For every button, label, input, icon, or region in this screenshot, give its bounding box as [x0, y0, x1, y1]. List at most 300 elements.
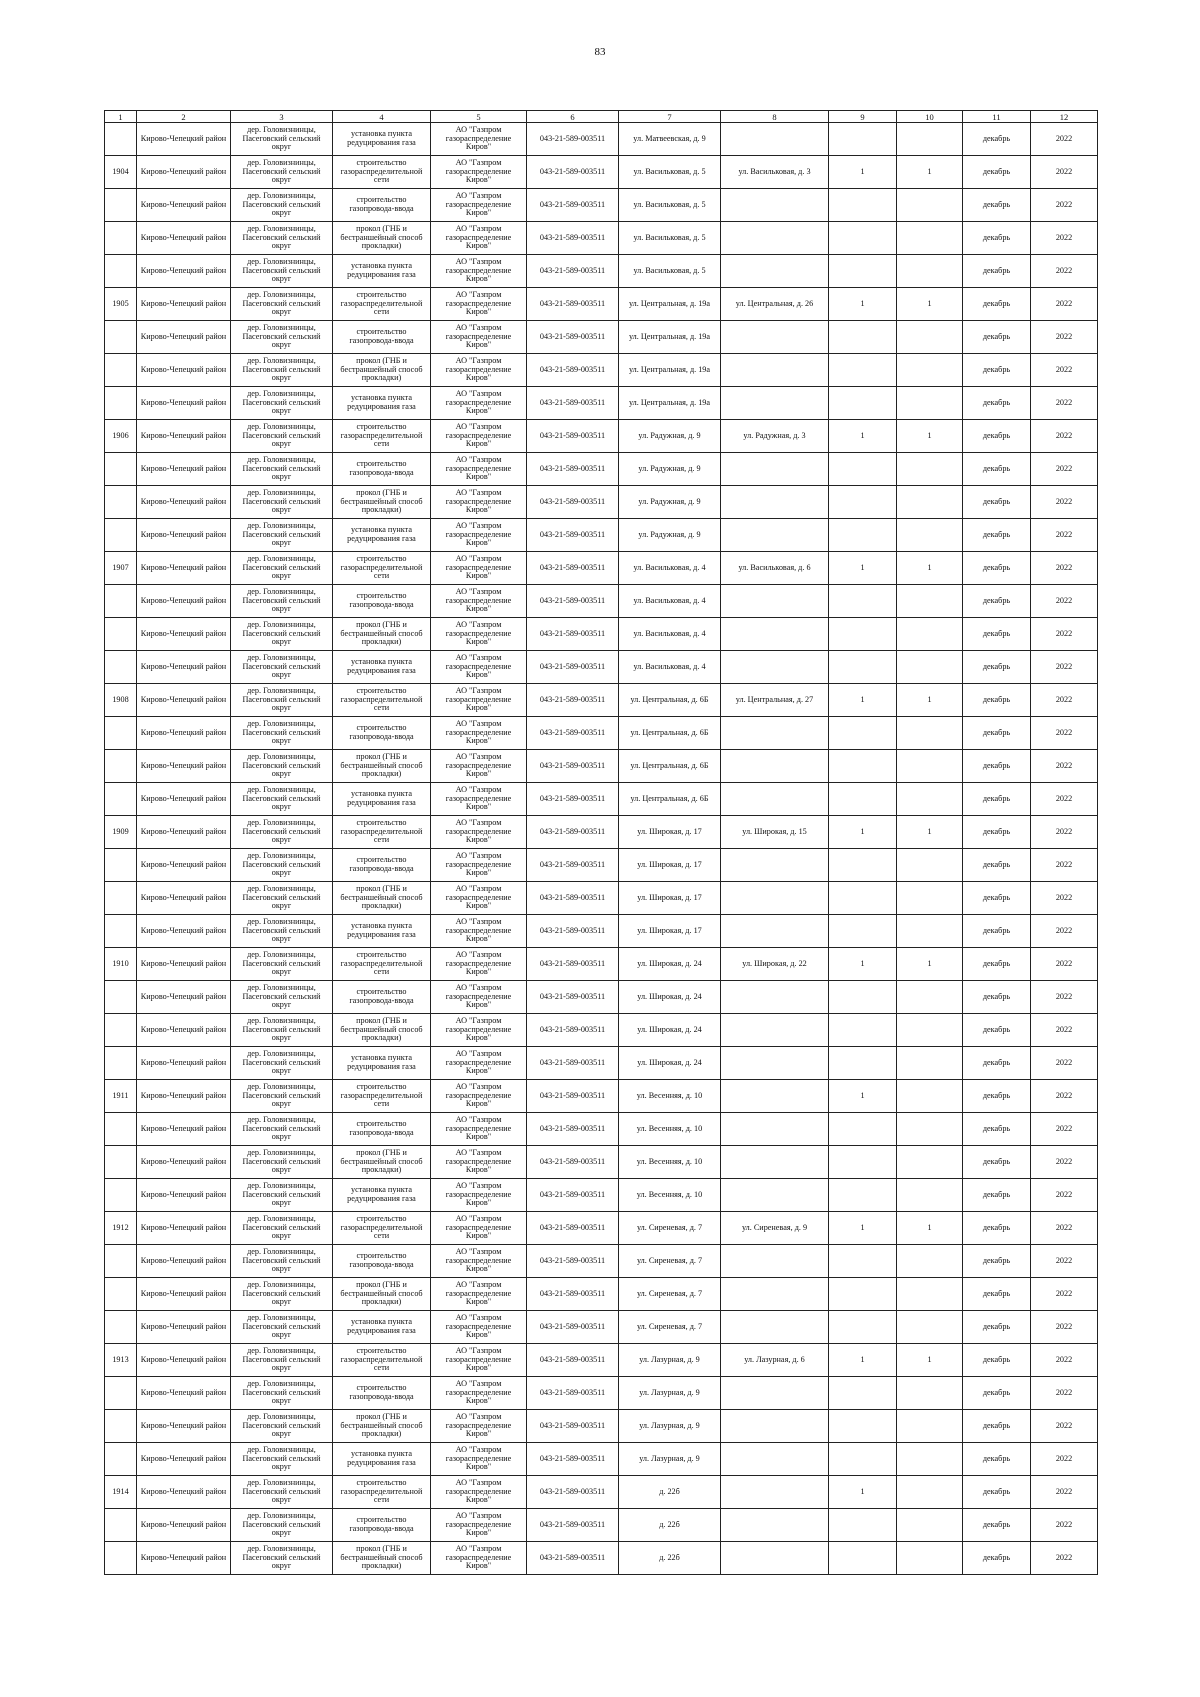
- address-cell: [619, 354, 721, 387]
- settlement-cell: [231, 717, 333, 750]
- quantity-cell-10: [897, 1245, 963, 1278]
- organization-cell: [431, 1542, 527, 1575]
- row-number-cell-text: 1905: [112, 299, 129, 308]
- row-number-cell: [105, 1278, 137, 1311]
- quantity-cell-9: [829, 1212, 897, 1245]
- quantity-cell-10: [897, 486, 963, 519]
- connected-address-cell-text: ул. Радужная, д. 3: [743, 431, 806, 440]
- month-cell: [963, 849, 1031, 882]
- settlement-cell: [231, 1377, 333, 1410]
- month-cell: [963, 1212, 1031, 1245]
- district-cell-text: Кирово-Чепецкий район: [140, 1454, 227, 1463]
- address-cell: [619, 816, 721, 849]
- month-cell-text: декабрь: [982, 1421, 1011, 1430]
- address-cell-text: ул. Васильковая, д. 5: [633, 266, 706, 275]
- table-row: [105, 1476, 1098, 1509]
- organization-cell-text: АО "Газпром газораспределение Киров": [445, 1016, 512, 1043]
- work-type-cell: [333, 750, 431, 783]
- settlement-cell: [231, 882, 333, 915]
- program-code-cell: [527, 1311, 619, 1344]
- organization-cell: [431, 1344, 527, 1377]
- organization-cell-text: АО "Газпром газораспределение Киров": [445, 950, 512, 977]
- address-cell-text: ул. Матвеевская, д. 9: [633, 134, 706, 143]
- district-cell-text: Кирово-Чепецкий район: [140, 761, 227, 770]
- program-code-cell-text: 043-21-589-003511: [539, 530, 606, 539]
- district-cell-text: Кирово-Чепецкий район: [140, 1421, 227, 1430]
- program-code-cell: [527, 1245, 619, 1278]
- month-cell-text: декабрь: [982, 530, 1011, 539]
- work-type-cell-text: строительство газораспределительной сети: [340, 422, 423, 449]
- district-cell-text: Кирово-Чепецкий район: [140, 464, 227, 473]
- table-row: [105, 948, 1098, 981]
- row-number-cell: [105, 1179, 137, 1212]
- year-cell-text: 2022: [1055, 431, 1073, 440]
- table-row: [105, 816, 1098, 849]
- settlement-cell-text: дер. Головизнинцы, Пасеговский сельский округ: [242, 785, 321, 812]
- district-cell: [137, 816, 231, 849]
- organization-cell-text: АО "Газпром газораспределение Киров": [445, 323, 512, 350]
- connected-address-cell: [721, 1080, 829, 1113]
- settlement-cell: [231, 915, 333, 948]
- settlement-cell-text: дер. Головизнинцы, Пасеговский сельский округ: [242, 752, 321, 779]
- work-type-cell-text: установка пункта редуцирования газа: [347, 790, 416, 807]
- year-cell: [1031, 684, 1098, 717]
- address-cell: [619, 585, 721, 618]
- month-cell: [963, 420, 1031, 453]
- year-cell-text: 2022: [1055, 563, 1073, 572]
- organization-cell-text: АО "Газпром газораспределение Киров": [445, 1082, 512, 1109]
- quantity-cell-10: [897, 915, 963, 948]
- district-cell: [137, 1212, 231, 1245]
- row-number-cell: [105, 1509, 137, 1542]
- work-type-cell: [333, 288, 431, 321]
- connected-address-cell: [721, 156, 829, 189]
- quantity-cell-10: [897, 453, 963, 486]
- address-cell: [619, 387, 721, 420]
- column-number-1: 1: [105, 111, 137, 123]
- address-cell: [619, 189, 721, 222]
- program-code-cell: [527, 1476, 619, 1509]
- table-row: [105, 585, 1098, 618]
- organization-cell: [431, 684, 527, 717]
- program-code-cell-text: 043-21-589-003511: [539, 827, 606, 836]
- column-number-9: 9: [829, 111, 897, 123]
- settlement-cell-text: дер. Головизнинцы, Пасеговский сельский округ: [242, 818, 321, 845]
- month-cell: [963, 1278, 1031, 1311]
- connected-address-cell: [721, 1014, 829, 1047]
- connected-address-cell: [721, 1410, 829, 1443]
- address-cell-text: д. 22б: [659, 1553, 680, 1562]
- district-cell: [137, 750, 231, 783]
- organization-cell: [431, 750, 527, 783]
- table-row: [105, 750, 1098, 783]
- work-type-cell: [333, 882, 431, 915]
- program-code-cell-text: 043-21-589-003511: [539, 893, 606, 902]
- table-row: [105, 717, 1098, 750]
- row-number-cell: [105, 222, 137, 255]
- month-cell-text: декабрь: [982, 1454, 1011, 1463]
- district-cell: [137, 1245, 231, 1278]
- work-type-cell-text: установка пункта редуцирования газа: [347, 922, 416, 939]
- month-cell-text: декабрь: [982, 332, 1011, 341]
- month-cell-text: декабрь: [982, 794, 1011, 803]
- organization-cell-text: АО "Газпром газораспределение Киров": [445, 1346, 512, 1373]
- work-type-cell-text: прокол (ГНБ и бестраншейный способ прокладки): [340, 752, 423, 779]
- address-cell-text: ул. Широкая, д. 24: [637, 959, 702, 968]
- address-cell: [619, 915, 721, 948]
- year-cell-text: 2022: [1055, 1355, 1073, 1364]
- settlement-cell-text: дер. Головизнинцы, Пасеговский сельский округ: [242, 1049, 321, 1076]
- settlement-cell-text: дер. Головизнинцы, Пасеговский сельский округ: [242, 191, 321, 218]
- organization-cell: [431, 519, 527, 552]
- district-cell-text: Кирово-Чепецкий район: [140, 563, 227, 572]
- quantity-cell-10-text: 1: [927, 959, 932, 968]
- row-number-cell: [105, 420, 137, 453]
- quantity-cell-10: [897, 1212, 963, 1245]
- table-row: [105, 453, 1098, 486]
- row-number-cell: [105, 519, 137, 552]
- settlement-cell: [231, 1212, 333, 1245]
- month-cell: [963, 1113, 1031, 1146]
- page-number: 83: [594, 46, 606, 58]
- quantity-cell-9: [829, 1377, 897, 1410]
- row-number-cell: [105, 618, 137, 651]
- year-cell-text: 2022: [1055, 959, 1073, 968]
- address-cell-text: ул. Центральная, д. 19а: [628, 398, 711, 407]
- district-cell-text: Кирово-Чепецкий район: [140, 200, 227, 209]
- year-cell: [1031, 1311, 1098, 1344]
- month-cell: [963, 1542, 1031, 1575]
- quantity-cell-10-text: 1: [927, 563, 932, 572]
- organization-cell: [431, 783, 527, 816]
- settlement-cell: [231, 519, 333, 552]
- program-code-cell: [527, 1146, 619, 1179]
- quantity-cell-9: [829, 684, 897, 717]
- work-type-cell-text: установка пункта редуцирования газа: [347, 1318, 416, 1335]
- table-row: [105, 123, 1098, 156]
- work-type-cell-text: установка пункта редуцирования газа: [347, 1186, 416, 1203]
- organization-cell-text: АО "Газпром газораспределение Киров": [445, 1247, 512, 1274]
- program-code-cell: [527, 1179, 619, 1212]
- work-type-cell: [333, 717, 431, 750]
- quantity-cell-10-text: 1: [927, 431, 932, 440]
- address-cell-text: ул. Центральная, д. 19а: [628, 299, 711, 308]
- quantity-cell-9-text: 1: [860, 167, 865, 176]
- year-cell-text: 2022: [1055, 464, 1073, 473]
- district-cell-text: Кирово-Чепецкий район: [140, 233, 227, 242]
- quantity-cell-10: [897, 1377, 963, 1410]
- organization-cell-text: АО "Газпром газораспределение Киров": [445, 1049, 512, 1076]
- settlement-cell-text: дер. Головизнинцы, Пасеговский сельский округ: [242, 356, 321, 383]
- settlement-cell: [231, 1542, 333, 1575]
- row-number-cell-text: 1914: [112, 1487, 129, 1496]
- organization-cell: [431, 981, 527, 1014]
- program-code-cell: [527, 1080, 619, 1113]
- month-cell-text: декабрь: [982, 761, 1011, 770]
- address-cell-text: ул. Радужная, д. 9: [638, 431, 701, 440]
- program-code-cell: [527, 585, 619, 618]
- column-number-2: 2: [137, 111, 231, 123]
- quantity-cell-10: [897, 849, 963, 882]
- year-cell: [1031, 255, 1098, 288]
- month-cell-text: декабрь: [982, 695, 1011, 704]
- organization-cell-text: АО "Газпром газораспределение Киров": [445, 1412, 512, 1439]
- month-cell-text: декабрь: [982, 1025, 1011, 1034]
- work-type-cell-text: прокол (ГНБ и бестраншейный способ прокладки): [340, 620, 423, 647]
- connected-address-cell: [721, 288, 829, 321]
- work-type-cell-text: установка пункта редуцирования газа: [347, 658, 416, 675]
- table-row: [105, 1311, 1098, 1344]
- quantity-cell-9: [829, 321, 897, 354]
- year-cell-text: 2022: [1055, 200, 1073, 209]
- district-cell-text: Кирово-Чепецкий район: [140, 1025, 227, 1034]
- settlement-cell-text: дер. Головизнинцы, Пасеговский сельский округ: [242, 323, 321, 350]
- settlement-cell-text: дер. Головизнинцы, Пасеговский сельский округ: [242, 1082, 321, 1109]
- work-type-cell-text: строительство газопровода-ввода: [349, 196, 414, 213]
- year-cell-text: 2022: [1055, 1454, 1073, 1463]
- address-cell-text: ул. Центральная, д. 6Б: [630, 794, 709, 803]
- settlement-cell: [231, 783, 333, 816]
- year-cell-text: 2022: [1055, 365, 1073, 374]
- month-cell-text: декабрь: [982, 1388, 1011, 1397]
- work-type-cell: [333, 453, 431, 486]
- year-cell: [1031, 189, 1098, 222]
- district-cell-text: Кирово-Чепецкий район: [140, 167, 227, 176]
- year-cell: [1031, 585, 1098, 618]
- organization-cell-text: АО "Газпром газораспределение Киров": [445, 653, 512, 680]
- month-cell: [963, 288, 1031, 321]
- address-cell: [619, 717, 721, 750]
- year-cell-text: 2022: [1055, 1256, 1073, 1265]
- settlement-cell-text: дер. Головизнинцы, Пасеговский сельский округ: [242, 653, 321, 680]
- work-type-cell-text: прокол (ГНБ и бестраншейный способ прокладки): [340, 1148, 423, 1175]
- month-cell: [963, 1179, 1031, 1212]
- work-type-cell-text: прокол (ГНБ и бестраншейный способ прокладки): [340, 884, 423, 911]
- quantity-cell-10: [897, 1146, 963, 1179]
- year-cell: [1031, 453, 1098, 486]
- district-cell-text: Кирово-Чепецкий район: [140, 1058, 227, 1067]
- settlement-cell-text: дер. Головизнинцы, Пасеговский сельский округ: [242, 884, 321, 911]
- district-cell-text: Кирово-Чепецкий район: [140, 992, 227, 1001]
- year-cell-text: 2022: [1055, 299, 1073, 308]
- month-cell-text: декабрь: [982, 1058, 1011, 1067]
- month-cell: [963, 123, 1031, 156]
- settlement-cell-text: дер. Головизнинцы, Пасеговский сельский округ: [242, 1214, 321, 1241]
- organization-cell: [431, 453, 527, 486]
- year-cell-text: 2022: [1055, 596, 1073, 605]
- quantity-cell-9: [829, 1113, 897, 1146]
- settlement-cell: [231, 189, 333, 222]
- year-cell: [1031, 1113, 1098, 1146]
- month-cell: [963, 321, 1031, 354]
- address-cell: [619, 453, 721, 486]
- work-type-cell-text: строительство газораспределительной сети: [340, 1478, 423, 1505]
- work-type-cell: [333, 1344, 431, 1377]
- work-type-cell: [333, 1311, 431, 1344]
- quantity-cell-10-text: 1: [927, 299, 932, 308]
- address-cell-text: ул. Сиреневая, д. 7: [636, 1256, 703, 1265]
- district-cell: [137, 783, 231, 816]
- program-code-cell: [527, 1443, 619, 1476]
- month-cell: [963, 486, 1031, 519]
- work-type-cell: [333, 321, 431, 354]
- program-code-cell: [527, 1278, 619, 1311]
- settlement-cell: [231, 354, 333, 387]
- month-cell: [963, 1014, 1031, 1047]
- quantity-cell-9-text: 1: [860, 563, 865, 572]
- work-type-cell-text: установка пункта редуцирования газа: [347, 1054, 416, 1071]
- connected-address-cell: [721, 816, 829, 849]
- district-cell-text: Кирово-Чепецкий район: [140, 860, 227, 869]
- column-number-7: 7: [619, 111, 721, 123]
- organization-cell: [431, 1377, 527, 1410]
- work-type-cell-text: строительство газораспределительной сети: [340, 1346, 423, 1373]
- work-type-cell-text: строительство газопровода-ввода: [349, 328, 414, 345]
- settlement-cell: [231, 585, 333, 618]
- quantity-cell-10: [897, 1476, 963, 1509]
- program-code-cell: [527, 354, 619, 387]
- quantity-cell-9: [829, 1410, 897, 1443]
- connected-address-cell: [721, 1179, 829, 1212]
- year-cell-text: 2022: [1055, 662, 1073, 671]
- connected-address-cell: [721, 948, 829, 981]
- month-cell: [963, 1146, 1031, 1179]
- district-cell-text: Кирово-Чепецкий район: [140, 827, 227, 836]
- organization-cell-text: АО "Газпром газораспределение Киров": [445, 1280, 512, 1307]
- district-cell: [137, 1542, 231, 1575]
- table-row: [105, 156, 1098, 189]
- program-code-cell-text: 043-21-589-003511: [539, 431, 606, 440]
- program-code-cell-text: 043-21-589-003511: [539, 332, 606, 341]
- organization-cell: [431, 1410, 527, 1443]
- district-cell: [137, 1476, 231, 1509]
- work-type-cell: [333, 1212, 431, 1245]
- program-code-cell-text: 043-21-589-003511: [539, 1454, 606, 1463]
- quantity-cell-9: [829, 1509, 897, 1542]
- month-cell-text: декабрь: [982, 266, 1011, 275]
- organization-cell: [431, 189, 527, 222]
- district-cell-text: Кирово-Чепецкий район: [140, 1091, 227, 1100]
- quantity-cell-10: [897, 684, 963, 717]
- year-cell: [1031, 1278, 1098, 1311]
- district-cell-text: Кирово-Чепецкий район: [140, 596, 227, 605]
- address-cell-text: д. 22б: [659, 1487, 680, 1496]
- table-row: [105, 981, 1098, 1014]
- organization-cell-text: АО "Газпром газораспределение Киров": [445, 686, 512, 713]
- quantity-cell-9: [829, 1146, 897, 1179]
- settlement-cell-text: дер. Головизнинцы, Пасеговский сельский округ: [242, 1148, 321, 1175]
- connected-address-cell-text: ул. Широкая, д. 15: [742, 827, 807, 836]
- work-type-cell: [333, 849, 431, 882]
- district-cell-text: Кирово-Чепецкий район: [140, 1487, 227, 1496]
- quantity-cell-10: [897, 156, 963, 189]
- program-code-cell-text: 043-21-589-003511: [539, 1421, 606, 1430]
- settlement-cell-text: дер. Головизнинцы, Пасеговский сельский округ: [242, 1181, 321, 1208]
- program-code-cell: [527, 981, 619, 1014]
- table-row: [105, 1542, 1098, 1575]
- district-cell: [137, 387, 231, 420]
- connected-address-cell: [721, 519, 829, 552]
- connected-address-cell: [721, 222, 829, 255]
- connected-address-cell-text: ул. Сиреневая, д. 9: [741, 1223, 808, 1232]
- district-cell: [137, 420, 231, 453]
- address-cell: [619, 1542, 721, 1575]
- year-cell-text: 2022: [1055, 266, 1073, 275]
- district-cell-text: Кирово-Чепецкий район: [140, 332, 227, 341]
- table-row: [105, 255, 1098, 288]
- district-cell: [137, 486, 231, 519]
- year-cell: [1031, 552, 1098, 585]
- table-row: [105, 222, 1098, 255]
- work-type-cell: [333, 816, 431, 849]
- settlement-cell-text: дер. Головизнинцы, Пасеговский сельский округ: [242, 620, 321, 647]
- column-number-5: 5: [431, 111, 527, 123]
- work-type-cell-text: прокол (ГНБ и бестраншейный способ прокладки): [340, 356, 423, 383]
- row-number-cell: [105, 1080, 137, 1113]
- district-cell: [137, 882, 231, 915]
- organization-cell-text: АО "Газпром газораспределение Киров": [445, 356, 512, 383]
- quantity-cell-9: [829, 519, 897, 552]
- work-type-cell: [333, 1542, 431, 1575]
- address-cell: [619, 1014, 721, 1047]
- year-cell: [1031, 1146, 1098, 1179]
- organization-cell: [431, 1212, 527, 1245]
- year-cell-text: 2022: [1055, 1487, 1073, 1496]
- address-cell-text: ул. Васильковая, д. 5: [633, 200, 706, 209]
- connected-address-cell: [721, 321, 829, 354]
- address-cell: [619, 288, 721, 321]
- program-code-cell-text: 043-21-589-003511: [539, 761, 606, 770]
- district-cell-text: Кирово-Чепецкий район: [140, 1124, 227, 1133]
- connected-address-cell: [721, 915, 829, 948]
- year-cell-text: 2022: [1055, 1091, 1073, 1100]
- organization-cell: [431, 354, 527, 387]
- row-number-cell: [105, 255, 137, 288]
- organization-cell: [431, 1113, 527, 1146]
- connected-address-cell-text: ул. Центральная, д. 26: [735, 299, 814, 308]
- year-cell-text: 2022: [1055, 1520, 1073, 1529]
- address-cell: [619, 1377, 721, 1410]
- program-code-cell-text: 043-21-589-003511: [539, 1487, 606, 1496]
- settlement-cell: [231, 849, 333, 882]
- month-cell-text: декабрь: [982, 992, 1011, 1001]
- organization-cell: [431, 1509, 527, 1542]
- work-type-cell-text: строительство газопровода-ввода: [349, 1384, 414, 1401]
- address-cell: [619, 1047, 721, 1080]
- address-cell: [619, 156, 721, 189]
- row-number-cell: [105, 1443, 137, 1476]
- year-cell: [1031, 1047, 1098, 1080]
- program-code-cell-text: 043-21-589-003511: [539, 266, 606, 275]
- work-type-cell-text: строительство газораспределительной сети: [340, 1214, 423, 1241]
- program-code-cell-text: 043-21-589-003511: [539, 662, 606, 671]
- district-cell-text: Кирово-Чепецкий район: [140, 266, 227, 275]
- work-type-cell: [333, 156, 431, 189]
- table-row: [105, 1509, 1098, 1542]
- quantity-cell-9: [829, 1179, 897, 1212]
- district-cell-text: Кирово-Чепецкий район: [140, 1355, 227, 1364]
- address-cell-text: ул. Лазурная, д. 9: [639, 1454, 700, 1463]
- quantity-cell-10: [897, 1179, 963, 1212]
- row-number-cell: [105, 156, 137, 189]
- month-cell: [963, 354, 1031, 387]
- work-type-cell: [333, 783, 431, 816]
- program-code-cell: [527, 849, 619, 882]
- row-number-cell: [105, 321, 137, 354]
- address-cell: [619, 1344, 721, 1377]
- address-cell-text: ул. Центральная, д. 19а: [628, 332, 711, 341]
- row-number-cell: [105, 1542, 137, 1575]
